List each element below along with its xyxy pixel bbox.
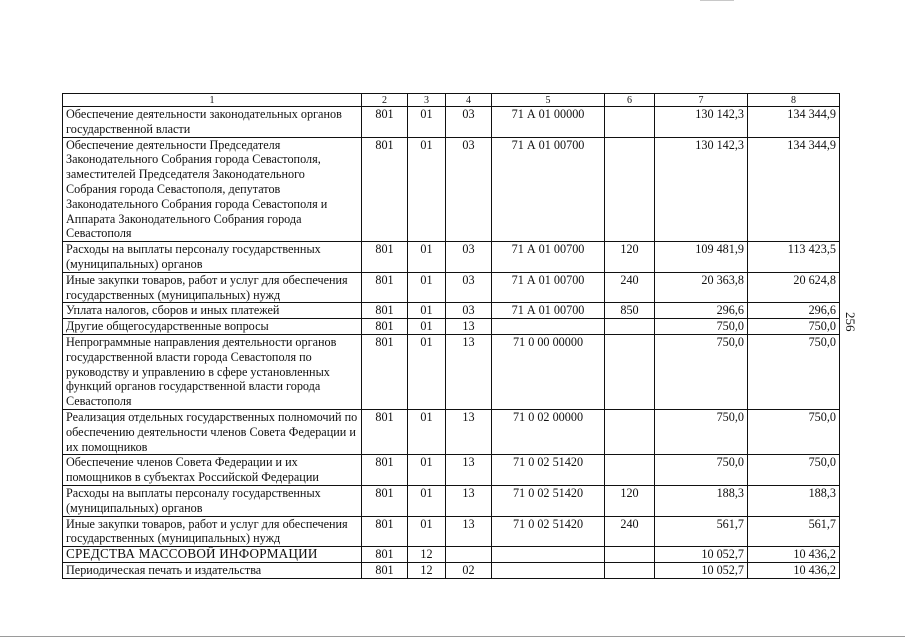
row-ministry-code: 801	[362, 334, 408, 409]
table-row	[63, 303, 840, 319]
row-section-code: 01	[408, 409, 446, 454]
row-name: Уплата налогов, сборов и иных платежей	[63, 303, 362, 319]
row-expense-type	[605, 334, 655, 409]
row-subsection-code: 13	[446, 455, 492, 486]
table-row	[63, 334, 840, 409]
table-header-row	[63, 94, 840, 107]
row-subsection-code: 13	[446, 485, 492, 516]
row-ministry-code: 801	[362, 303, 408, 319]
row-expense-type	[605, 562, 655, 578]
row-name: Непрограммные направления деятельности органов государственной власти города Севастополя по руководству и управлению в сфере установленных функций органов государственной власти города Севастополя	[63, 334, 362, 409]
header-cell: 4	[446, 94, 492, 107]
row-expense-type	[605, 319, 655, 335]
page-bottom-edge	[0, 636, 905, 637]
row-amount-col7: 188,3	[655, 485, 748, 516]
row-name: Другие общегосударственные вопросы	[63, 319, 362, 335]
row-amount-col7: 10 052,7	[655, 562, 748, 578]
scan-mark	[700, 0, 734, 1]
row-amount-col8: 750,0	[748, 319, 840, 335]
row-subsection-code: 03	[446, 107, 492, 138]
row-section-code: 12	[408, 562, 446, 578]
table-row	[63, 409, 840, 454]
budget-table	[62, 93, 840, 579]
row-ministry-code: 801	[362, 547, 408, 563]
row-target-item: 71 А 01 00700	[492, 303, 605, 319]
row-amount-col8: 561,7	[748, 516, 840, 547]
row-subsection-code: 13	[446, 516, 492, 547]
row-amount-col8: 134 344,9	[748, 107, 840, 138]
row-subsection-code: 03	[446, 272, 492, 303]
row-ministry-code: 801	[362, 272, 408, 303]
row-ministry-code: 801	[362, 319, 408, 335]
row-amount-col8: 10 436,2	[748, 562, 840, 578]
row-amount-col8: 750,0	[748, 409, 840, 454]
row-target-item	[492, 319, 605, 335]
row-name: Обеспечение членов Совета Федерации и их помощников в субъектах Российской Федерации	[63, 455, 362, 486]
page-number: 256	[843, 312, 858, 332]
row-subsection-code: 03	[446, 303, 492, 319]
table-row	[63, 319, 840, 335]
row-target-item: 71 А 01 00000	[492, 107, 605, 138]
row-ministry-code: 801	[362, 137, 408, 242]
row-expense-type	[605, 455, 655, 486]
row-section-code: 01	[408, 137, 446, 242]
row-target-item: 71 А 01 00700	[492, 272, 605, 303]
row-target-item: 71 А 01 00700	[492, 137, 605, 242]
table-row	[63, 107, 840, 138]
row-subsection-code: 13	[446, 334, 492, 409]
header-cell: 6	[605, 94, 655, 107]
row-amount-col8: 188,3	[748, 485, 840, 516]
table-row	[63, 485, 840, 516]
header-cell: 5	[492, 94, 605, 107]
row-subsection-code: 02	[446, 562, 492, 578]
row-section-code: 01	[408, 242, 446, 273]
row-name: Расходы на выплаты персоналу государственных (муниципальных) органов	[63, 242, 362, 273]
row-subsection-code: 13	[446, 319, 492, 335]
row-expense-type	[605, 137, 655, 242]
row-target-item: 71 0 02 51420	[492, 516, 605, 547]
row-section-code: 01	[408, 272, 446, 303]
row-ministry-code: 801	[362, 242, 408, 273]
row-name: Обеспечение деятельности Председателя Законодательного Собрания города Севастополя, заместителей Председателя Законодательного Собрания города Севастополя, депутатов Законодательного Собрания города Севастополя и Аппарата Законодательного Собрания города Севастополя	[63, 137, 362, 242]
row-section-code: 01	[408, 107, 446, 138]
row-section-code: 01	[408, 455, 446, 486]
row-name: Расходы на выплаты персоналу государственных (муниципальных) органов	[63, 485, 362, 516]
row-expense-type: 240	[605, 272, 655, 303]
row-name: Периодическая печать и издательства	[63, 562, 362, 578]
row-ministry-code: 801	[362, 485, 408, 516]
header-cell: 3	[408, 94, 446, 107]
row-amount-col7: 130 142,3	[655, 107, 748, 138]
row-amount-col8: 750,0	[748, 334, 840, 409]
row-amount-col7: 296,6	[655, 303, 748, 319]
row-ministry-code: 801	[362, 562, 408, 578]
row-name: СРЕДСТВА МАССОВОЙ ИНФОРМАЦИИ	[63, 547, 362, 563]
row-expense-type: 240	[605, 516, 655, 547]
row-expense-type: 850	[605, 303, 655, 319]
row-subsection-code	[446, 547, 492, 563]
row-ministry-code: 801	[362, 455, 408, 486]
row-amount-col8: 20 624,8	[748, 272, 840, 303]
row-subsection-code: 03	[446, 137, 492, 242]
row-amount-col7: 561,7	[655, 516, 748, 547]
row-expense-type	[605, 547, 655, 563]
row-amount-col7: 130 142,3	[655, 137, 748, 242]
row-target-item: 71 0 02 51420	[492, 455, 605, 486]
row-section-code: 12	[408, 547, 446, 563]
table-row	[63, 242, 840, 273]
row-amount-col7: 10 052,7	[655, 547, 748, 563]
row-name: Реализация отдельных государственных полномочий по обеспечению деятельности членов Совета Федерации и их помощников	[63, 409, 362, 454]
row-amount-col8: 296,6	[748, 303, 840, 319]
header-cell: 7	[655, 94, 748, 107]
table-row	[63, 562, 840, 578]
row-amount-col7: 750,0	[655, 455, 748, 486]
row-section-code: 01	[408, 334, 446, 409]
row-target-item: 71 0 02 00000	[492, 409, 605, 454]
row-ministry-code: 801	[362, 516, 408, 547]
table-row	[63, 137, 840, 242]
table-row	[63, 272, 840, 303]
row-amount-col8: 113 423,5	[748, 242, 840, 273]
row-expense-type	[605, 409, 655, 454]
row-section-code: 01	[408, 319, 446, 335]
row-expense-type: 120	[605, 485, 655, 516]
row-amount-col7: 750,0	[655, 409, 748, 454]
row-amount-col7: 750,0	[655, 319, 748, 335]
row-amount-col8: 10 436,2	[748, 547, 840, 563]
table-row	[63, 516, 840, 547]
header-cell: 8	[748, 94, 840, 107]
row-name: Иные закупки товаров, работ и услуг для обеспечения государственных (муниципальных) нужд	[63, 516, 362, 547]
row-target-item	[492, 547, 605, 563]
row-target-item: 71 0 00 00000	[492, 334, 605, 409]
row-subsection-code: 13	[446, 409, 492, 454]
row-amount-col7: 20 363,8	[655, 272, 748, 303]
row-name: Обеспечение деятельности законодательных органов государственной власти	[63, 107, 362, 138]
row-expense-type	[605, 107, 655, 138]
row-section-code: 01	[408, 485, 446, 516]
row-amount-col8: 750,0	[748, 455, 840, 486]
table-row	[63, 547, 840, 563]
row-name: Иные закупки товаров, работ и услуг для обеспечения государственных (муниципальных) нужд	[63, 272, 362, 303]
row-ministry-code: 801	[362, 409, 408, 454]
row-expense-type: 120	[605, 242, 655, 273]
row-amount-col8: 134 344,9	[748, 137, 840, 242]
header-cell: 1	[63, 94, 362, 107]
row-target-item: 71 0 02 51420	[492, 485, 605, 516]
table-row	[63, 455, 840, 486]
row-amount-col7: 109 481,9	[655, 242, 748, 273]
row-target-item: 71 А 01 00700	[492, 242, 605, 273]
row-section-code: 01	[408, 516, 446, 547]
row-ministry-code: 801	[362, 107, 408, 138]
header-cell: 2	[362, 94, 408, 107]
row-subsection-code: 03	[446, 242, 492, 273]
row-section-code: 01	[408, 303, 446, 319]
row-amount-col7: 750,0	[655, 334, 748, 409]
row-target-item	[492, 562, 605, 578]
